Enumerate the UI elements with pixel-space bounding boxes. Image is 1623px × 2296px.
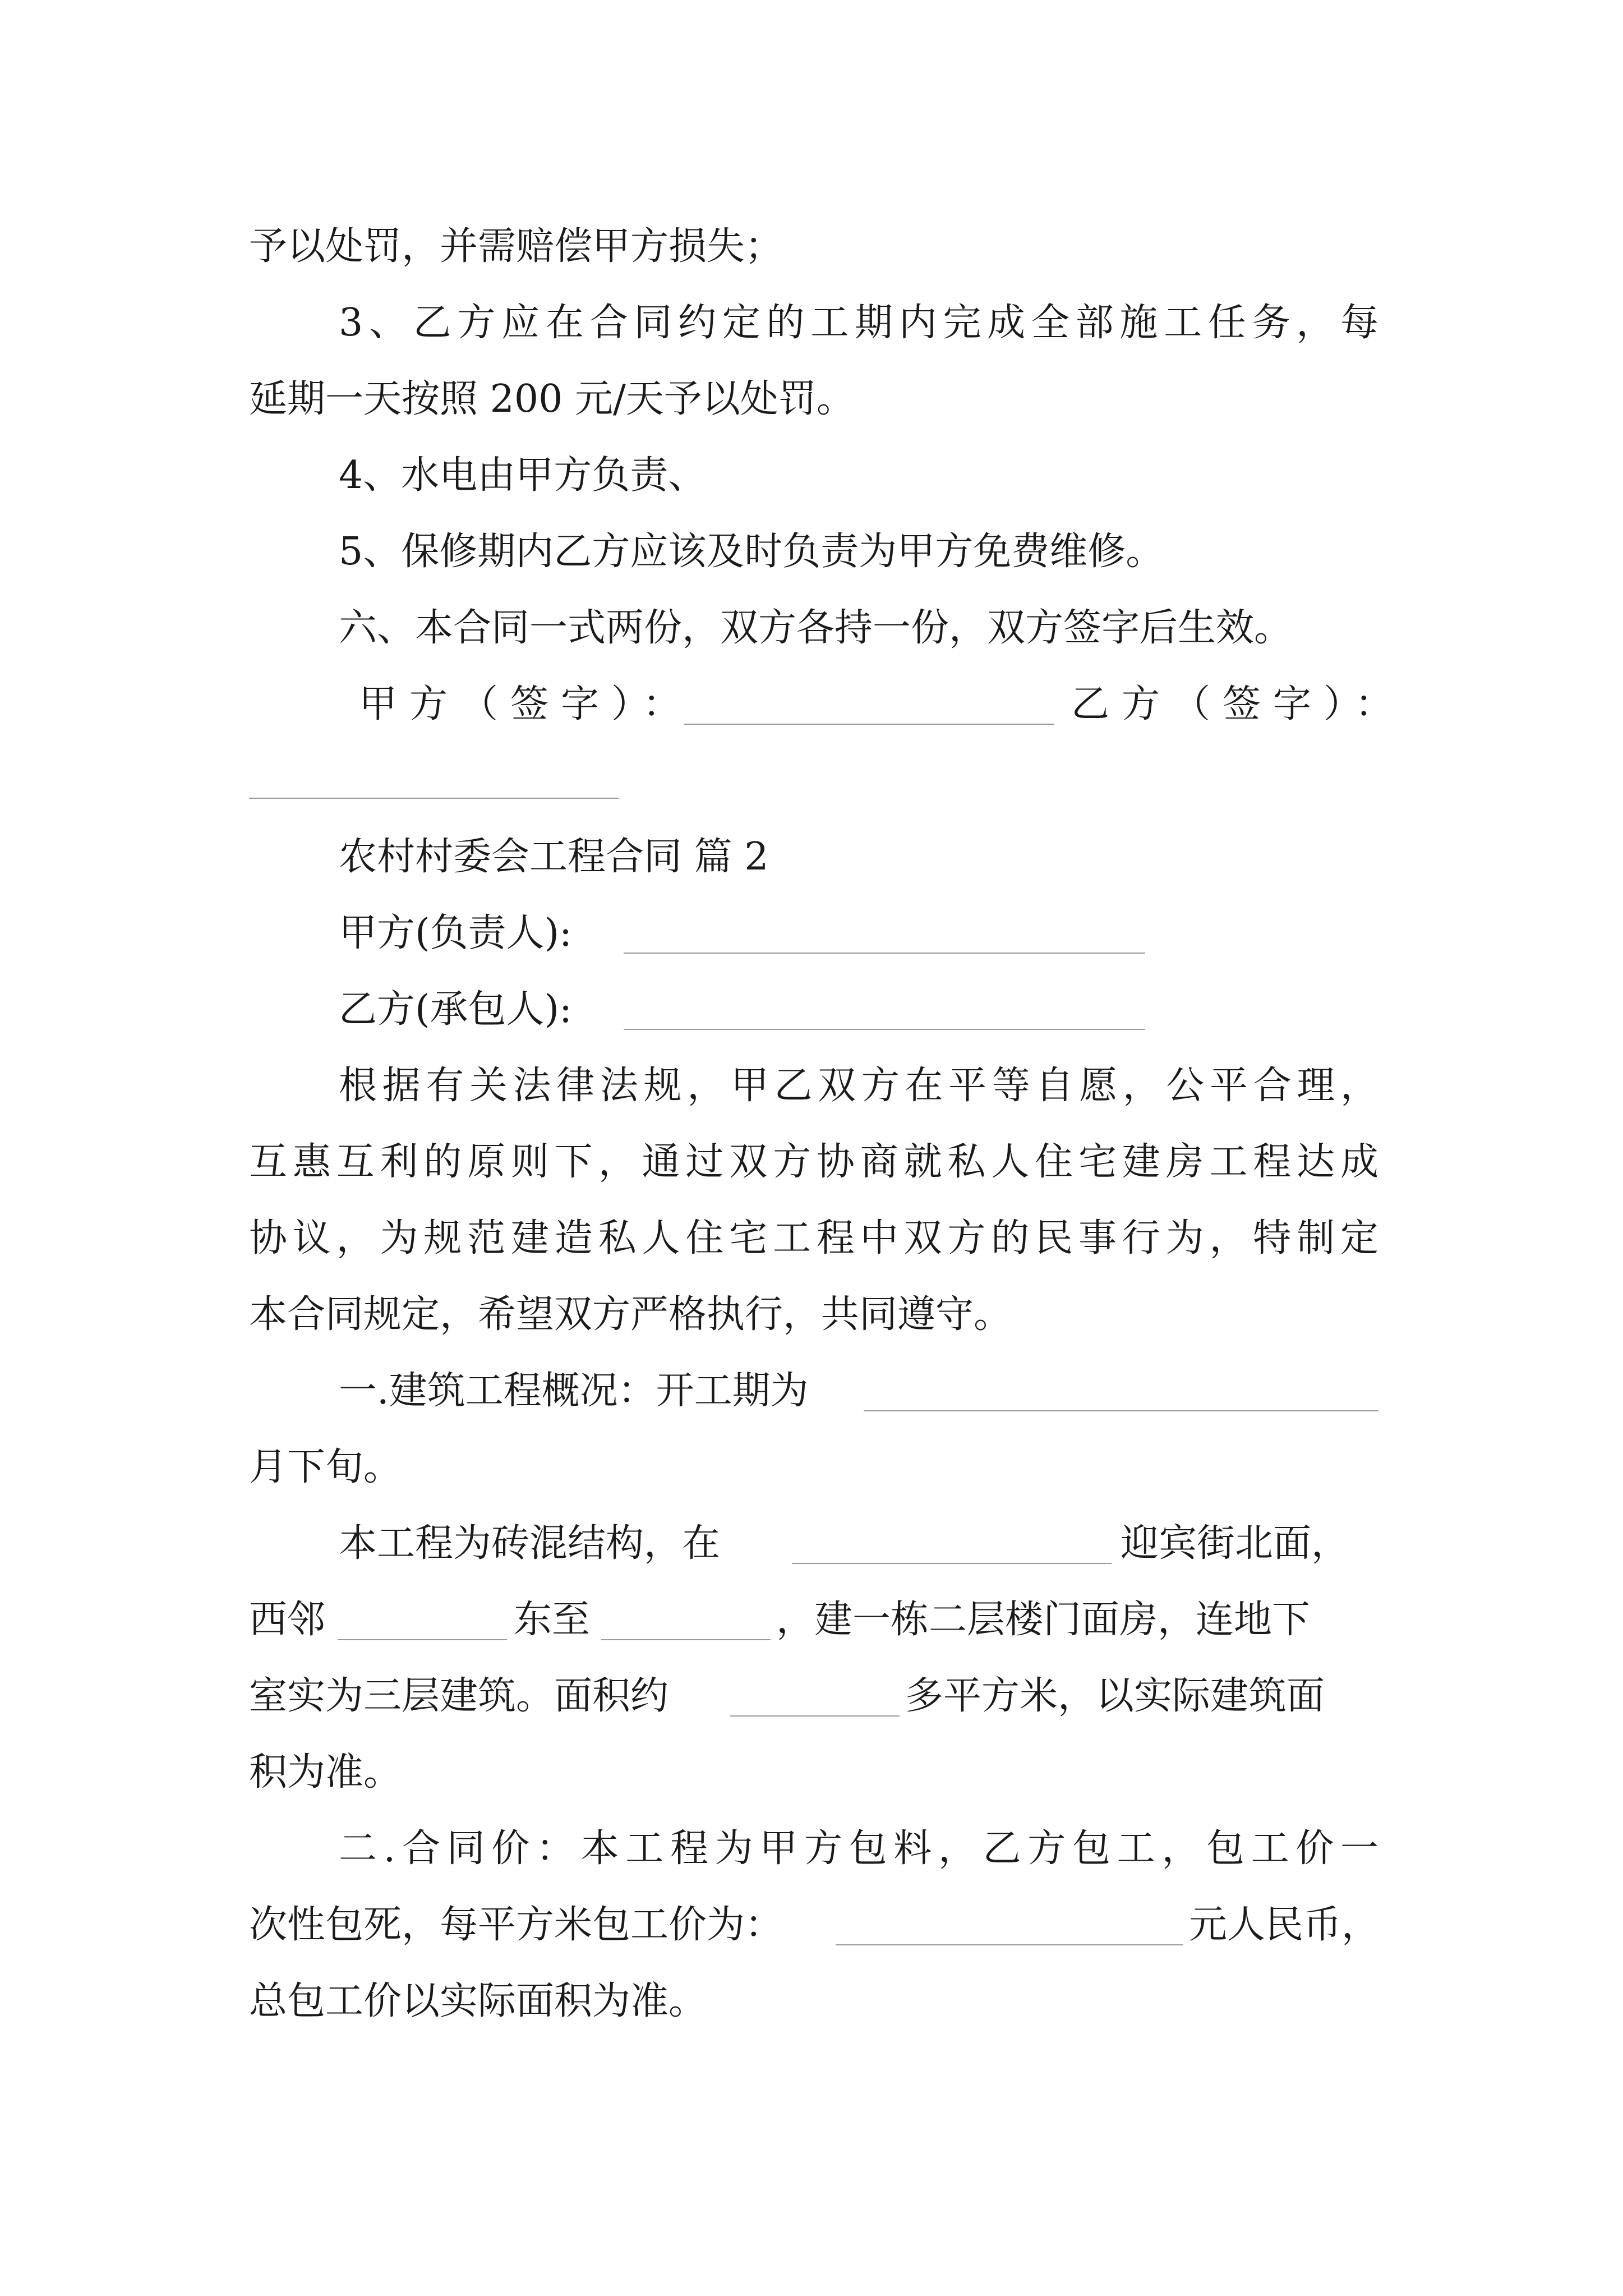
text-line: 二.合同价：本工程为甲方包料，乙方包工，包工价一 <box>339 1826 1378 1871</box>
text-line: 5、保修期内乙方应该及时负责为甲方免费维修。 <box>339 530 1164 574</box>
text-line: 总包工价以实际面积为准。 <box>249 1979 707 2023</box>
signature-label-a: 甲方（签字）： <box>359 682 694 726</box>
text-line: 延期一天按照 200 元/天予以处罚。 <box>249 377 855 421</box>
text-line: 积为准。 <box>249 1750 402 1795</box>
start-date-blank <box>864 1410 1378 1411</box>
signature-blank-a <box>684 724 1054 725</box>
party-a-blank <box>624 953 1145 954</box>
section-heading: 农村村委会工程合同 篇 2 <box>339 835 769 879</box>
signature-line-party-a <box>359 682 693 727</box>
west-neighbor-blank <box>338 1639 507 1640</box>
text-line: 本工程为砖混结构，在 <box>339 1521 721 1566</box>
signature-label-b: 乙方（签字）： <box>1071 682 1406 726</box>
text-line: 迎宾街北面， <box>1121 1521 1350 1566</box>
party-a-label: 甲方(负责人): <box>339 911 572 955</box>
unit-price-blank <box>836 1944 1183 1945</box>
text-line: 月下旬。 <box>249 1445 402 1489</box>
text-line: 次性包死，每平方米包工价为： <box>249 1903 783 1947</box>
text-line: 东至 <box>514 1598 591 1642</box>
text-line: 室实为三层建筑。面积约 <box>249 1674 669 1718</box>
text-line: 元人民币， <box>1189 1903 1380 1947</box>
signature-line-party-b <box>1071 682 1405 727</box>
text-line: ，建一栋二层楼门面房，连地下 <box>776 1598 1311 1642</box>
text-line: 多平方米，以实际建筑面 <box>905 1674 1325 1718</box>
text-line: 3、乙方应在合同约定的工期内完成全部施工任务，每 <box>339 301 1378 345</box>
text-line: 互惠互利的原则下，通过双方协商就私人住宅建房工程达成 <box>249 1140 1378 1184</box>
text-line: 一.建筑工程概况：开工期为 <box>339 1369 809 1413</box>
text-line: 六、本合同一式两份，双方各持一份，双方签字后生效。 <box>339 606 1293 650</box>
party-b-line <box>339 987 572 1032</box>
party-b-label: 乙方(承包人): <box>339 987 572 1032</box>
text-line: 西邻 <box>249 1598 326 1642</box>
party-a-line <box>339 911 572 956</box>
east-boundary-blank <box>601 1639 771 1640</box>
text-line: 本合同规定，希望双方严格执行，共同遵守。 <box>249 1292 1012 1337</box>
text-line: 协议，为规范建造私人住宅工程中双方的民事行为，特制定 <box>249 1216 1378 1260</box>
text-line: 予以处罚，并需赔偿甲方损失； <box>249 224 783 269</box>
text-line: 4、水电由甲方负责、 <box>339 453 707 498</box>
signature-blank-b <box>249 798 619 799</box>
location-blank <box>792 1563 1112 1564</box>
area-blank <box>730 1715 900 1717</box>
text-line: 根据有关法律法规，甲乙双方在平等自愿，公平合理， <box>339 1064 1378 1108</box>
party-b-blank <box>624 1029 1145 1030</box>
